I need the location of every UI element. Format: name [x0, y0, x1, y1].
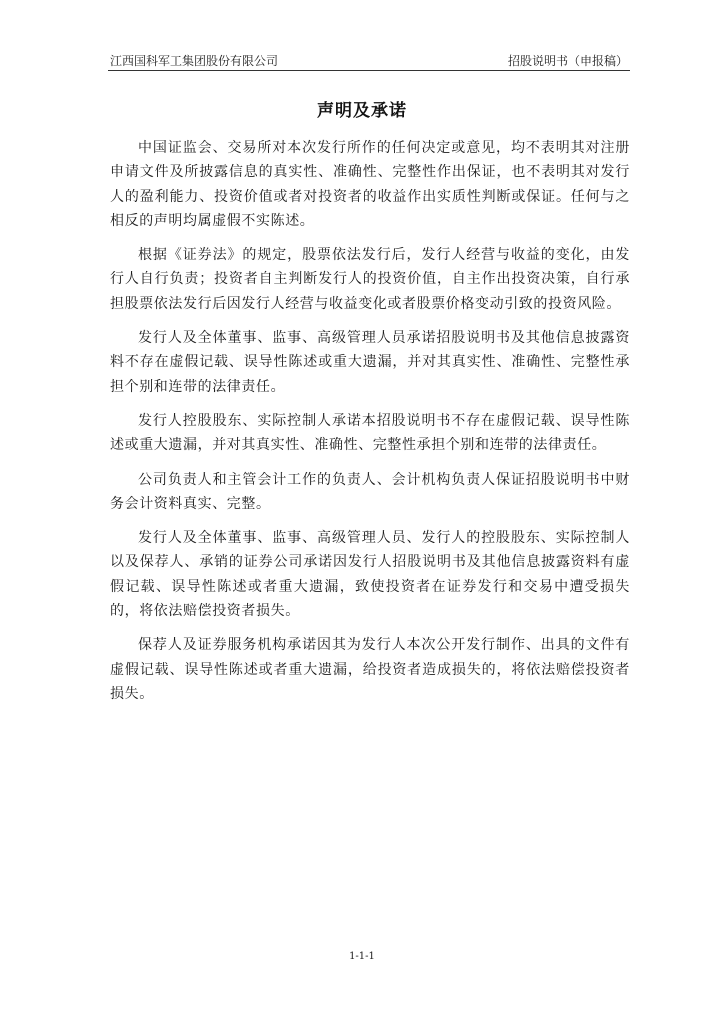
paragraph-service-institutions: 保荐人及证券服务机构承诺因其为发行人本次公开发行制作、出具的文件有虚假记载、误导性陈述或者重大遗漏，给投资者造成损失的，将依法赔偿投资者损失。	[110, 637, 630, 702]
paragraph-securities-law: 根据《证券法》的规定，股票依法发行后，发行人经营与收益的变化，由发行人自行负责；投资者自主判断发行人的投资价值，自主作出投资决策，自行承担股票依法发行后因发行人经营与收益变化或者股票价格变动引致的投资风险。	[110, 247, 630, 312]
paragraph-compensation-commitment: 发行人及全体董事、监事、高级管理人员、发行人的控股股东、实际控制人以及保荐人、承销的证券公司承诺因发行人招股说明书及其他信息披露资料有虚假记载、误导性陈述或者重大遗漏，致使投资者在证券发行和交易中遭受损失的，将依法赔偿投资者损失。	[110, 530, 630, 620]
page-header	[108, 50, 630, 71]
document-body	[110, 136, 630, 716]
paragraph-board-commitment: 发行人及全体董事、监事、高级管理人员承诺招股说明书及其他信息披露资料不存在虚假记载、误导性陈述或重大遗漏，并对其真实性、准确性、完整性承担个别和连带的法律责任。	[110, 330, 630, 395]
page-number: 1-1-1	[349, 951, 375, 962]
header-document-type: 招股说明书（申报稿）	[507, 54, 628, 68]
paragraph-csrc-disclaimer: 中国证监会、交易所对本次发行所作的任何决定或意见，均不表明其对注册申请文件及所披露信息的真实性、准确性、完整性作出保证，也不表明其对发行人的盈利能力、投资价值或者对投资者的收益作出实质性判断或保证。任何与之相反的声明均属虚假不实陈述。	[110, 140, 630, 229]
header-company-name: 江西国科军工集团股份有限公司	[110, 54, 279, 68]
paragraph-financial-accuracy: 公司负责人和主管会计工作的负责人、会计机构负责人保证招股说明书中财务会计资料真实、完整。	[110, 471, 630, 512]
page-title: 声明及承诺	[317, 101, 407, 121]
paragraph-controlling-shareholder: 发行人控股股东、实际控制人承诺本招股说明书不存在虚假记载、误导性陈述或重大遗漏，并对其真实性、准确性、完整性承担个别和连带的法律责任。	[110, 412, 630, 454]
